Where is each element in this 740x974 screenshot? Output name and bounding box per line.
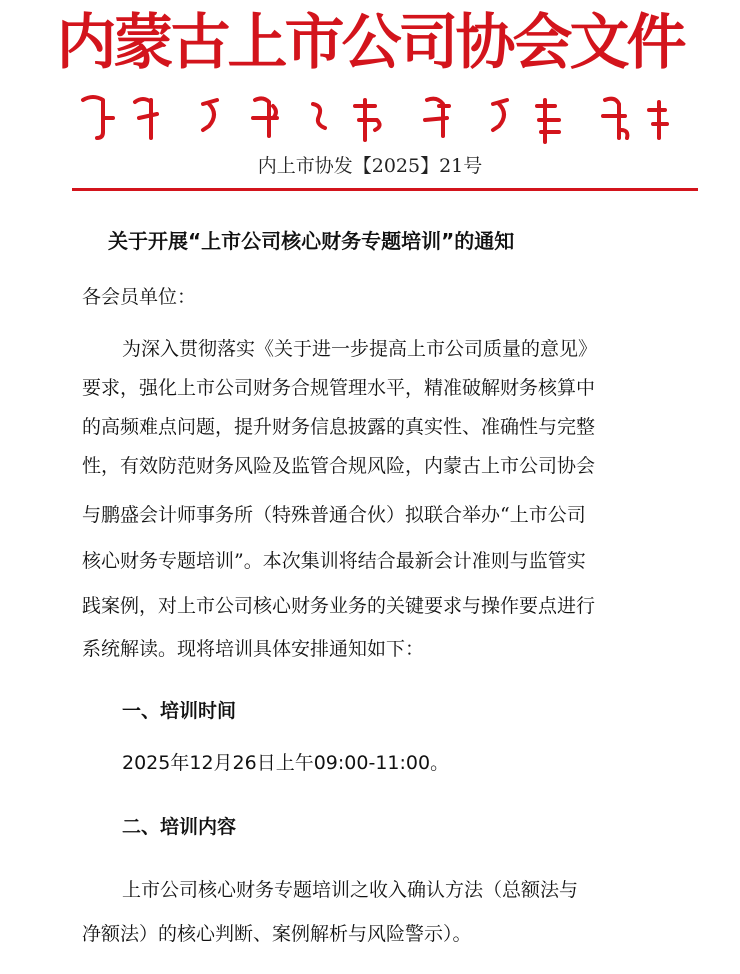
section-heading-content: 二、培训内容 xyxy=(122,816,237,838)
red-header-rule xyxy=(72,188,698,191)
body-line: 系统解读。现将培训具体安排通知如下： xyxy=(82,638,425,660)
recipient-line: 各会员单位： xyxy=(82,286,197,308)
body-line: 的高频难点问题，提升财务信息披露的真实性、准确性与完整 xyxy=(82,416,596,438)
document-number: 内上市协发【2025】21号 xyxy=(257,155,483,177)
notice-title: 关于开展“上市公司核心财务专题培训”的通知 xyxy=(108,229,515,253)
body-line: 性，有效防范财务风险及监管合规风险，内蒙古上市公司协会 xyxy=(82,455,596,477)
content-line: 上市公司核心财务专题培训之收入确认方法（总额法与 xyxy=(122,879,579,901)
body-line: 要求，强化上市公司财务合规管理水平，精准破解财务核算中 xyxy=(82,377,596,399)
content-line: 净额法）的核心判断、案例解析与风险警示）。 xyxy=(82,923,472,945)
body-line: 与鹏盛会计师事务所（特殊普通合伙）拟联合举办“上市公司 xyxy=(82,504,586,526)
body-line: 核心财务专题培训”。本次集训将结合最新会计准则与监管实 xyxy=(82,550,586,572)
mongolian-script-title xyxy=(75,92,675,148)
body-line: 为深入贯彻落实《关于进一步提高上市公司质量的意见》 xyxy=(122,338,598,360)
section-heading-time: 一、培训时间 xyxy=(122,700,237,722)
org-title: 内蒙古上市公司协会文件 xyxy=(56,8,684,78)
training-time: 2025年12月26日上午09:00-11:00。 xyxy=(122,752,450,774)
body-line: 践案例，对上市公司核心财务业务的关键要求与操作要点进行 xyxy=(82,595,596,617)
